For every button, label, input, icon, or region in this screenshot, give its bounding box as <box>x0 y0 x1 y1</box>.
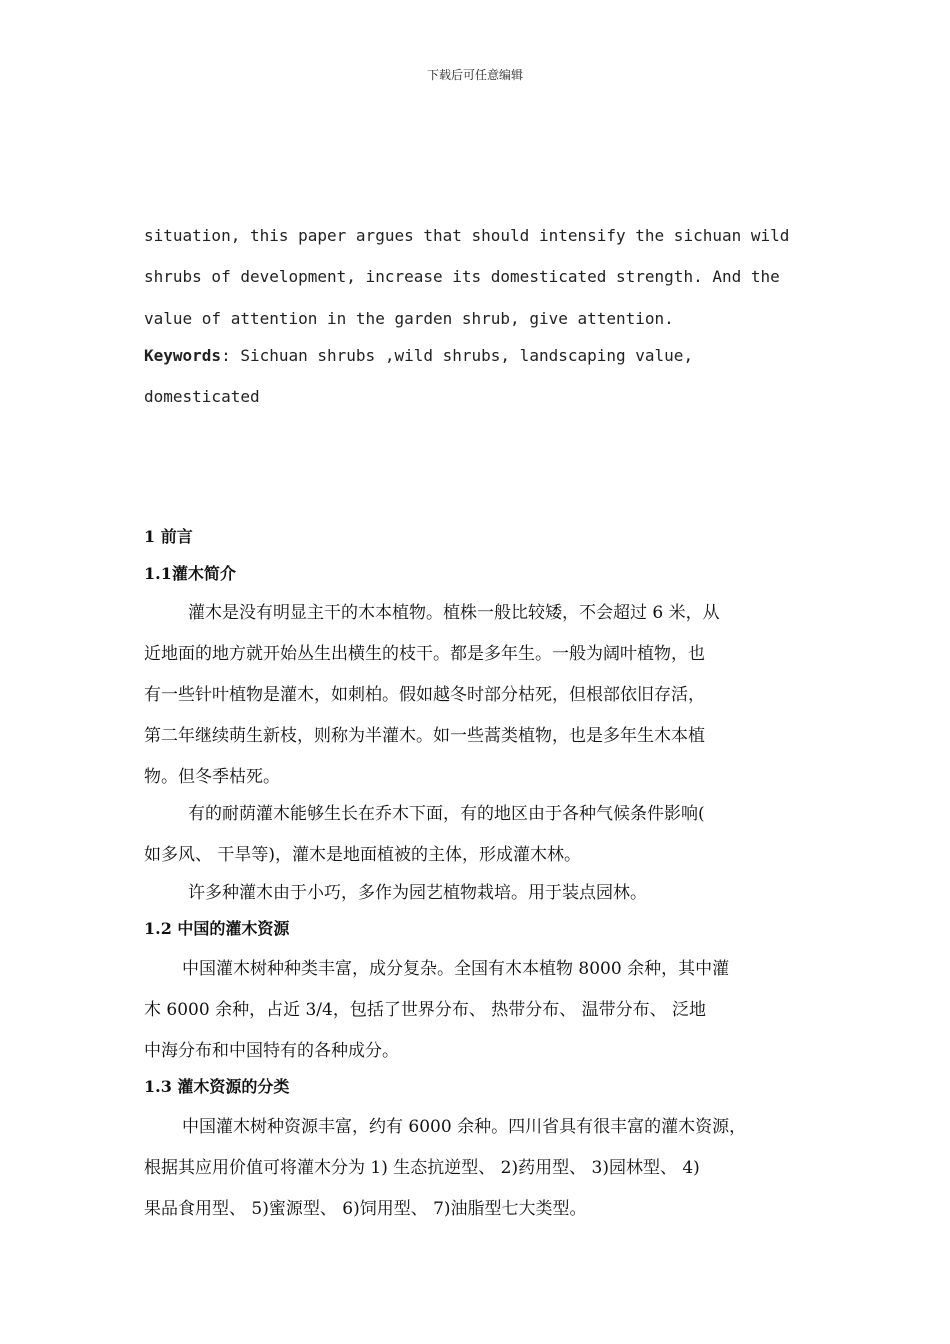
keywords-text: : Sichuan shrubs ,wild shrubs, landscaping value, <box>221 346 694 365</box>
abstract-line: shrubs of development, increase its domesticated strength. And the <box>144 267 780 286</box>
page-header-note: 下载后可任意编辑 <box>426 68 523 82</box>
paragraph-line: 灌木是没有明显主干的木本植物。植株一般比较矮，不会超过 6 米，从 <box>188 603 720 623</box>
paragraph-line: 根据其应用价值可将灌木分为 1) 生态抗逆型、 2)药用型、 3)园林型、 4) <box>144 1158 700 1178</box>
section-title-1-1: 1.1灌木简介 <box>144 564 236 583</box>
paragraph-line: 物。但冬季枯死。 <box>144 767 280 787</box>
keywords-line <box>144 346 693 365</box>
paragraph-line: 有一些针叶植物是灌木，如刺柏。假如越冬时部分枯死，但根部依旧存活， <box>144 685 705 705</box>
paragraph-line: 第二年继续萌生新枝，则称为半灌木。如一些蒿类植物，也是多年生木本植 <box>144 726 705 746</box>
section-title-1: 1 前言 <box>144 527 193 546</box>
section-title-1-3: 1.3 灌木资源的分类 <box>144 1077 290 1096</box>
section-title-1-2: 1.2 中国的灌木资源 <box>144 919 290 938</box>
paragraph-line: 中国灌木树种资源丰富，约有 6000 余种。四川省具有很丰富的灌木资源， <box>182 1117 747 1137</box>
paragraph-line: 果品食用型、 5)蜜源型、 6)饲用型、 7)油脂型七大类型。 <box>144 1199 587 1219</box>
paragraph-line: 木 6000 余种，占近 3/4，包括了世界分布、 热带分布、 温带分布、 泛地 <box>144 1000 707 1020</box>
paragraph-line: 中海分布和中国特有的各种成分。 <box>144 1041 399 1061</box>
keywords-label: Keywords <box>144 346 222 365</box>
abstract-line: value of attention in the garden shrub, give attention. <box>144 309 674 328</box>
paragraph-line: 有的耐荫灌木能够生长在乔木下面，有的地区由于各种气候条件影响( <box>188 804 705 824</box>
paragraph-line: 许多种灌木由于小巧，多作为园艺植物栽培。用于装点园林。 <box>188 883 647 903</box>
abstract-line: situation, this paper argues that should intensify the sichuan wild <box>144 226 790 245</box>
paragraph-line: 近地面的地方就开始丛生出横生的枝干。都是多年生。一般为阔叶植物，也 <box>144 644 705 664</box>
paragraph-line: 中国灌木树种种类丰富，成分复杂。全国有木本植物 8000 余种，其中灌 <box>182 959 730 979</box>
keywords-continuation: domesticated <box>144 387 260 406</box>
paragraph-line: 如多风、 干旱等)，灌木是地面植被的主体，形成灌木林。 <box>144 845 582 865</box>
